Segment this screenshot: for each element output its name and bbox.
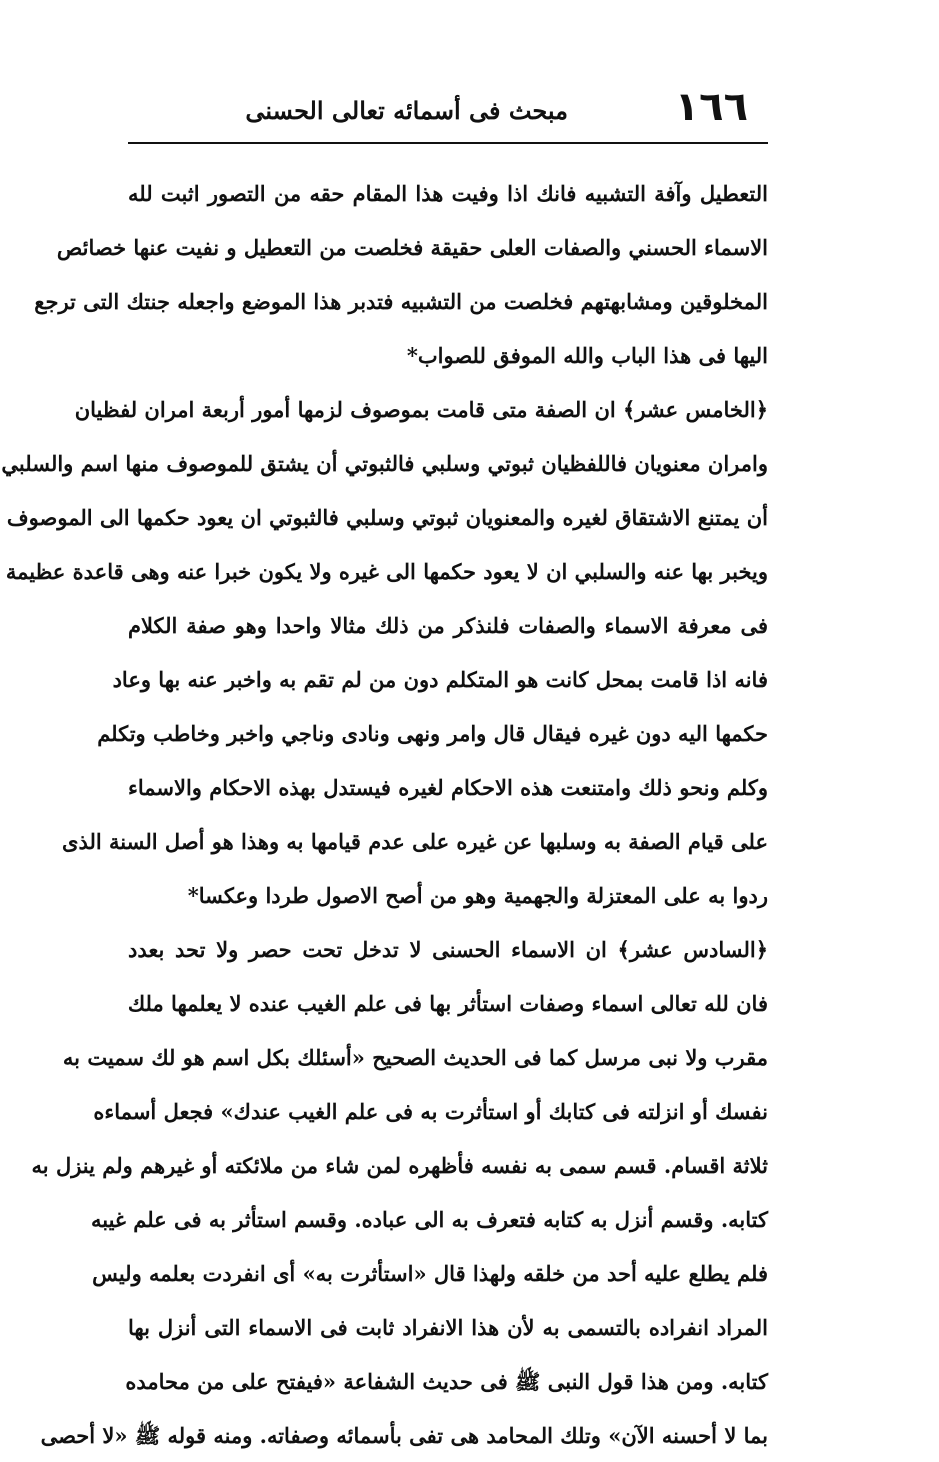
text-line: أن يمتنع الاشتقاق لغيره والمعنويان ثبوتي وسلبي فالثبوتي ان يعود حكمها الى الموصوف — [6, 504, 768, 530]
text-line: ﴿الخامس عشر﴾ ان الصفة متى قامت بموصوف لزمها أمور أربعة امران لفظيان — [74, 396, 768, 422]
text-line: فان لله تعالى اسماء وصفات استأثر بها فى علم الغيب عنده لا يعلمها ملك — [127, 990, 768, 1016]
page-number: ١٦٦ — [674, 84, 748, 130]
header-rule — [128, 142, 768, 144]
running-title: مبحث فى أسمائه تعالى الحسنى — [245, 96, 568, 125]
text-line: على قيام الصفة به وسلبها عن غيره على عدم قيامها به وهذا هو أصل السنة الذى — [62, 828, 768, 854]
text-line: اليها فى هذا الباب والله الموفق للصواب* — [406, 342, 768, 368]
text-line: بما لا أحسنه الآن» وتلك المحامد هى تفى بأسمائه وصفاته. ومنه قوله ﷺ «لا أحصى — [40, 1422, 768, 1448]
text-line: كتابه. ومن هذا قول النبى ﷺ فى حديث الشفاعة «فيفتح على من محامده — [125, 1368, 768, 1394]
text-line: فى معرفة الاسماء والصفات فلنذكر من ذلك مثالا واحدا وهو صفة الكلام — [128, 612, 768, 638]
text-line: المخلوقين ومشابهتهم فخلصت من التشبيه فتدبر هذا الموضع واجعله جنتك التى ترجع — [34, 288, 768, 314]
text-line: وكلم ونحو ذلك وامتنعت هذه الاحكام لغيره فيستدل بهذه الاحكام والاسماء — [127, 774, 768, 800]
text-line: نفسك أو انزلته فى كتابك أو استأثرت به فى علم الغيب عندك» فجعل أسماءه — [93, 1098, 768, 1124]
text-line: الاسماء الحسني والصفات العلى حقيقة فخلصت من التعطيل و نفيت عنها خصائص — [56, 234, 768, 260]
body-text — [1, 166, 768, 1462]
page-header — [128, 84, 768, 140]
text-line: ويخبر بها عنه والسلبي ان لا يعود حكمها الى غيره ولا يكون خبرا عنه وهى قاعدة عظيمة — [5, 558, 768, 584]
text-line: فانه اذا قامت بمحل كانت هو المتكلم دون من لم تقم به واخبر عنه بها وعاد — [112, 666, 768, 692]
text-line: وامران معنويان فاللفظيان ثبوتي وسلبي فالثبوتي أن يشتق للموصوف منها اسم والسلبي — [1, 450, 768, 476]
text-line: كتابه. وقسم أنزل به كتابه فتعرف به الى عباده. وقسم استأثر به فى علم غيبه — [91, 1206, 768, 1232]
text-line: المراد انفراده بالتسمى به لأن هذا الانفراد ثابت فى الاسماء التى أنزل بها — [128, 1314, 768, 1340]
text-line: ثلاثة اقسام. قسم سمى به نفسه فأظهره لمن شاء من ملائكته أو غيرهم ولم ينزل به — [31, 1152, 768, 1178]
text-line: حكمها اليه دون غيره فيقال قال وامر ونهى ونادى وناجي واخبر وخاطب وتكلم — [97, 720, 768, 746]
text-line: ﴿السادس عشر﴾ ان الاسماء الحسنى لا تدخل تحت حصر ولا تحد بعدد — [128, 936, 768, 962]
text-line: ردوا به على المعتزلة والجهمية وهو من أصح الاصول طردا وعكسا* — [187, 882, 768, 908]
text-line: التعطيل وآفة التشبيه فانك اذا وفيت هذا المقام حقه من التصور اثبت لله — [128, 180, 768, 206]
text-line: فلم يطلع عليه أحد من خلقه ولهذا قال «استأثرت به» أى انفردت بعلمه وليس — [92, 1260, 768, 1286]
text-line: مقرب ولا نبى مرسل كما فى الحديث الصحيح «أسئلك بكل اسم هو لك سميت به — [62, 1044, 768, 1070]
